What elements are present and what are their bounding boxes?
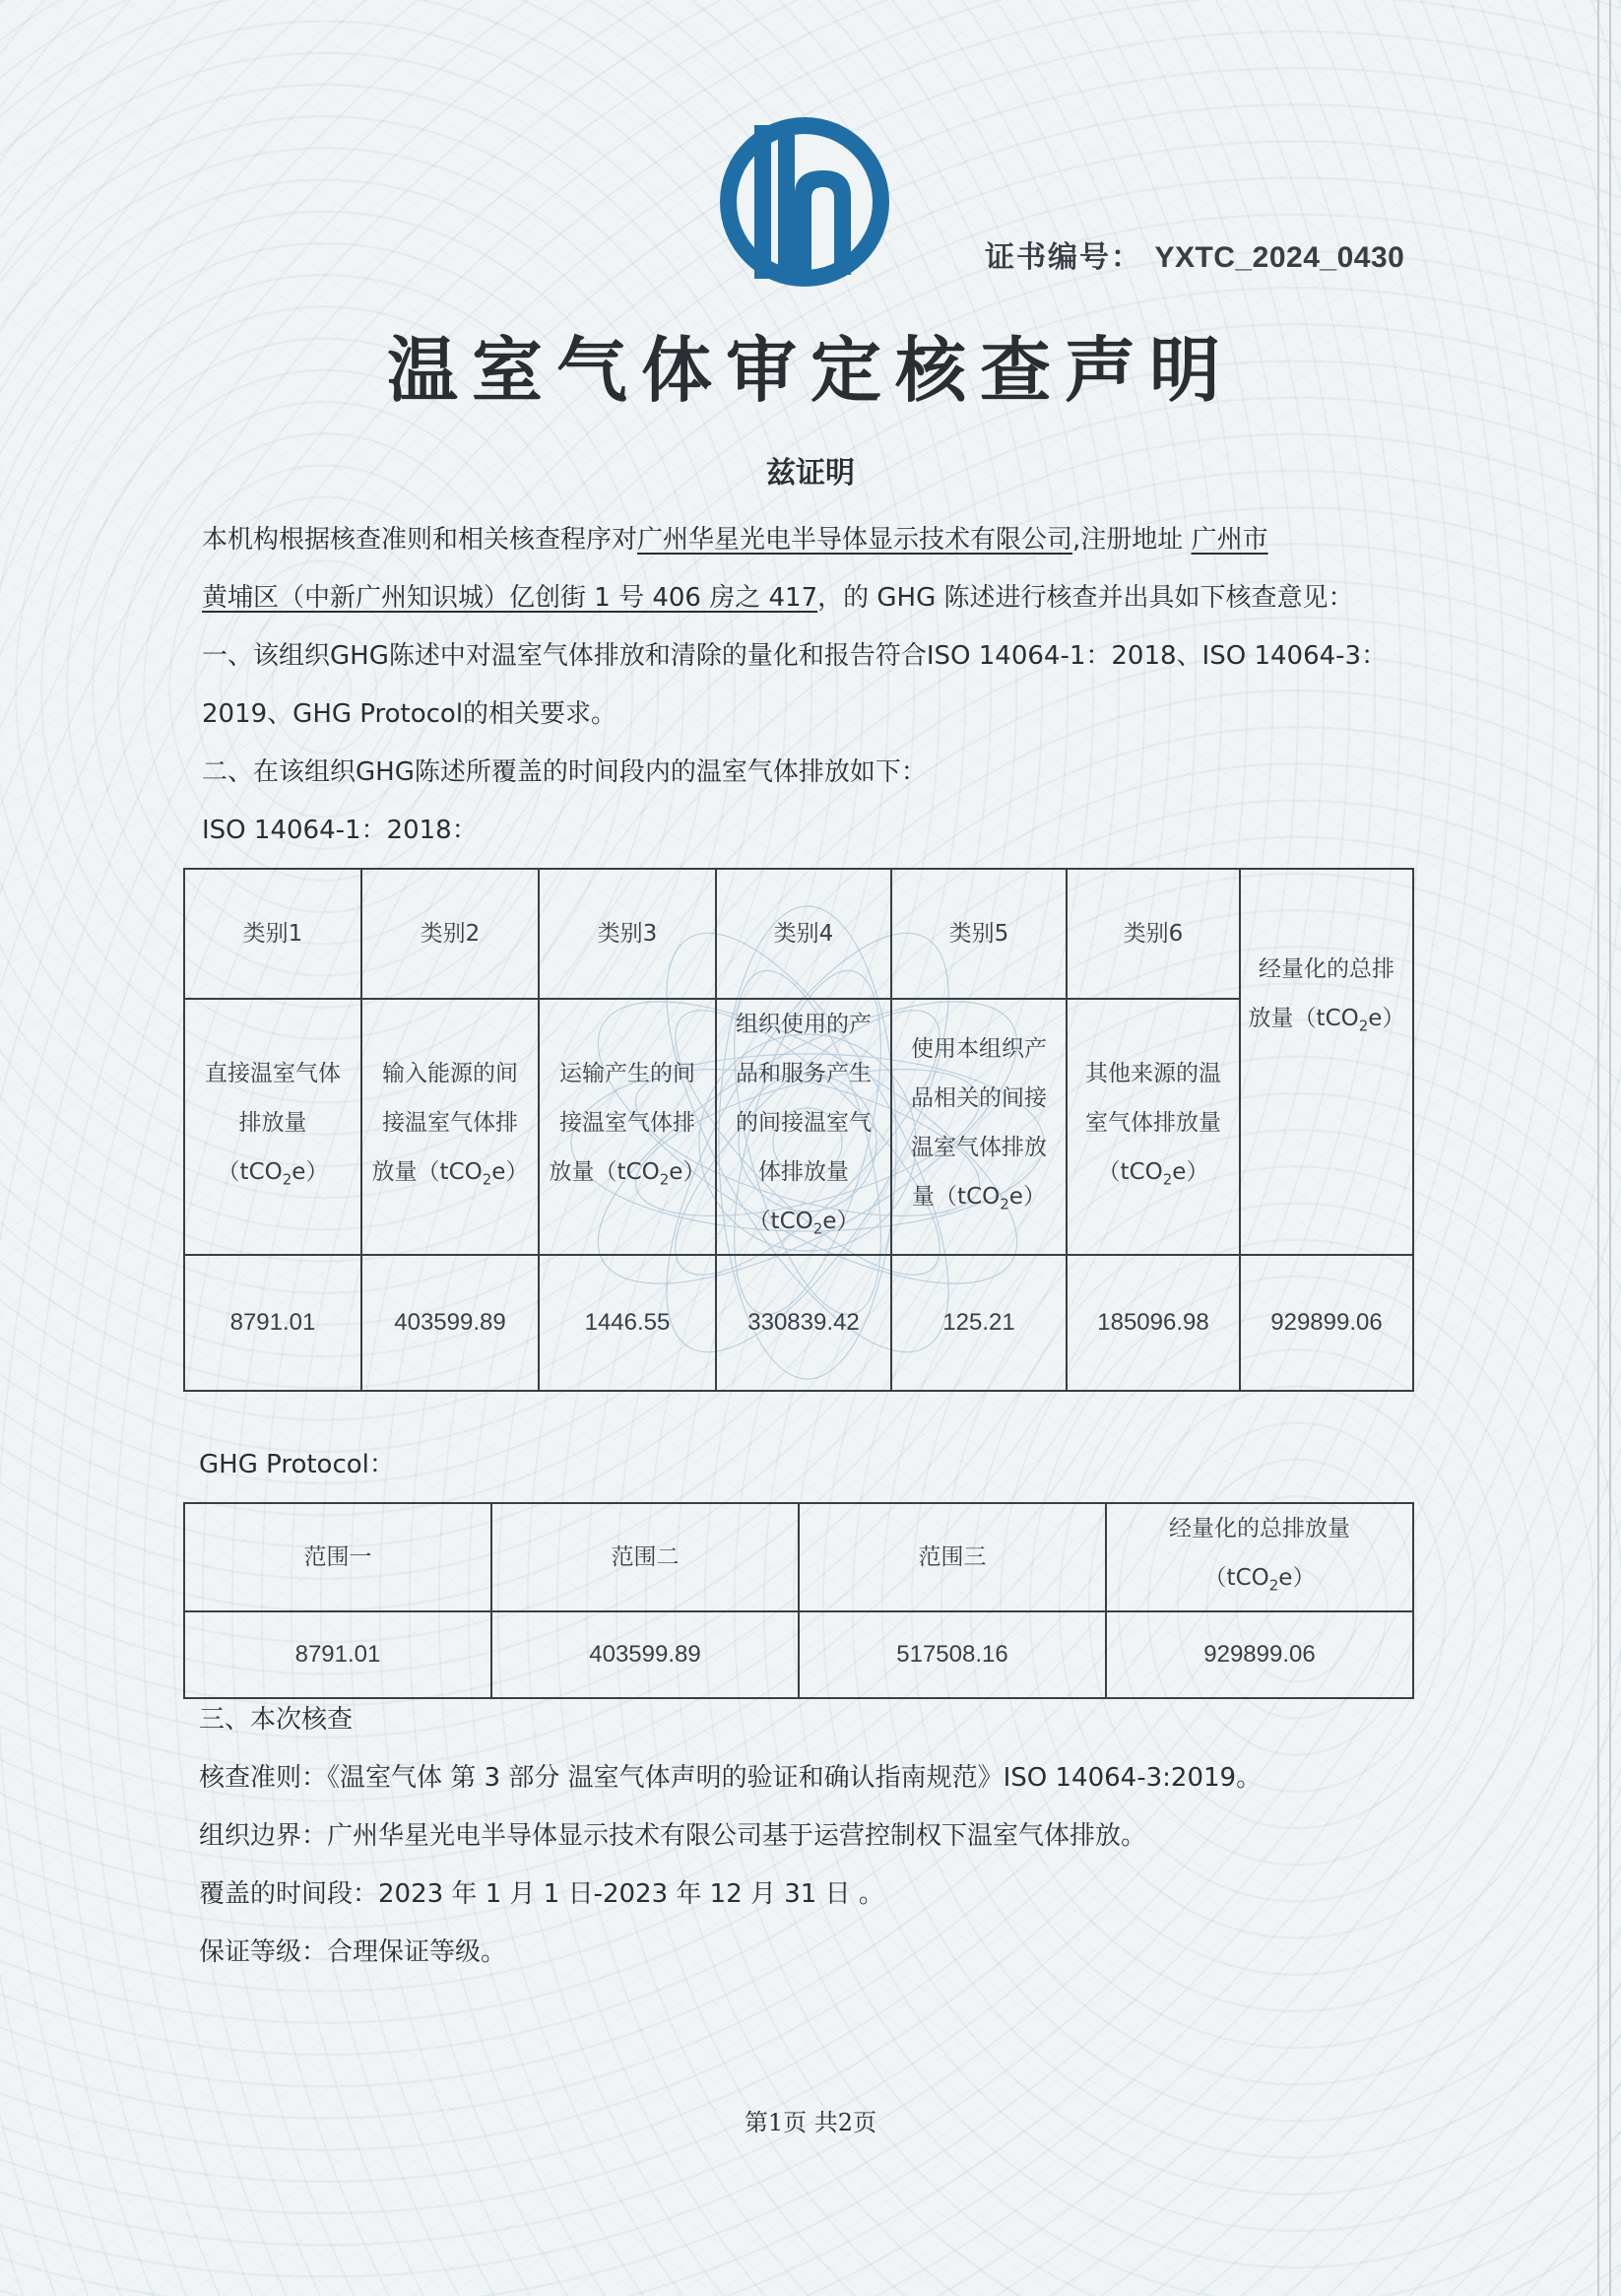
category-6-description: 其他来源的温 室气体排放量 （tCO$_2$e）	[1067, 999, 1240, 1255]
ghg-total-header: 经量化的总排放量 （tCO$_2$e）	[1106, 1503, 1413, 1611]
certificate-number-value: YXTC_2024_0430	[1154, 241, 1405, 274]
opinion-1-line-2: 2019、GHG Protocol的相关要求。	[202, 699, 617, 729]
ghg-protocol-table	[183, 1502, 1414, 1699]
category-6-header: 类别6	[1067, 869, 1240, 999]
intro-line-1	[202, 521, 1413, 558]
intro-line-2	[202, 579, 1413, 617]
address-label: ,注册地址	[1072, 525, 1184, 555]
category-3-value: 1446.55	[539, 1255, 716, 1391]
unit-tco2: tCO	[1316, 1006, 1359, 1031]
category-2-value: 403599.89	[361, 1255, 539, 1391]
category-3-description: 运输产生的间 接温室气体排 放量（tCO$_2$e）	[539, 999, 716, 1255]
organization-boundary: 组织边界：广州华星光电半导体显示技术有限公司基于运营控制权下温室气体排放。	[199, 1821, 1147, 1851]
organization-logo	[713, 113, 896, 291]
address-part-1: 广州市	[1191, 525, 1268, 555]
certificate-number-label: 证书编号：	[985, 240, 1142, 275]
intro-tail: ，的 GHG 陈述进行核查并出具如下核查意见：	[817, 583, 1354, 613]
total-header-line: 放量（tCO$_2$e）	[1248, 1006, 1405, 1035]
scope-2-header: 范围二	[491, 1503, 799, 1611]
scope-1-value: 8791.01	[184, 1611, 491, 1698]
intro-lead: 本机构根据核查准则和相关核查程序对	[202, 525, 638, 555]
page-number: 第1页 共2页	[744, 2109, 877, 2136]
opinion-1-line-1: 一、该组织GHG陈述中对温室气体排放和清除的量化和报告符合ISO 14064-1：2018、ISO 14064-3：	[202, 641, 1388, 671]
category-2-header: 类别2	[361, 869, 539, 999]
certificate-number	[985, 232, 1448, 276]
section-3-heading: 三、本次核查	[199, 1705, 354, 1735]
category-3-header: 类别3	[539, 869, 716, 999]
coverage-period: 覆盖的时间段：2023 年 1 月 1 日-2023 年 12 月 31 日 。	[199, 1879, 884, 1909]
category-1-value: 8791.01	[184, 1255, 361, 1391]
category-5-value: 125.21	[891, 1255, 1067, 1391]
scope-1-header: 范围一	[184, 1503, 491, 1611]
scope-3-value: 517508.16	[799, 1611, 1106, 1698]
opinion-2: 二、在该组织GHG陈述所覆盖的时间段内的温室气体排放如下：	[202, 757, 927, 787]
document-title: 温室气体审定核查声明	[386, 328, 1234, 412]
iso-emissions-table	[183, 868, 1414, 1392]
scope-3-header: 范围三	[799, 1503, 1106, 1611]
category-4-header: 类别4	[716, 869, 891, 999]
total-header-line: 经量化的总排	[1259, 956, 1394, 982]
total-emissions-header	[1240, 869, 1413, 1255]
address-part-2: 黄埔区（中新广州知识城）亿创街 1 号 406 房之 417	[202, 583, 818, 613]
ghg-protocol-label: GHG Protocol：	[199, 1450, 395, 1479]
category-6-value: 185096.98	[1067, 1255, 1240, 1391]
iso-label: ISO 14064-1：2018：	[202, 816, 478, 845]
category-4-value: 330839.42	[716, 1255, 891, 1391]
category-5-description: 使用本组织产 品相关的间接 温室气体排放 量（tCO$_2$e）	[891, 999, 1067, 1255]
category-4-description: 组织使用的产 品和服务产生 的间接温室气 体排放量 （tCO$_2$e）	[716, 999, 891, 1255]
assurance-level: 保证等级：合理保证等级。	[199, 1937, 507, 1967]
category-1-header: 类别1	[184, 869, 361, 999]
document-subtitle: 兹证明	[766, 456, 855, 491]
verification-criteria: 核查准则：《温室气体 第 3 部分 温室气体声明的验证和确认指南规范》ISO 14064-3:2019。	[199, 1763, 1263, 1793]
ghg-total-value: 929899.06	[1106, 1611, 1413, 1698]
organization-name: 广州华星光电半导体显示技术有限公司	[637, 525, 1073, 555]
category-5-header: 类别5	[891, 869, 1067, 999]
scope-2-value: 403599.89	[491, 1611, 799, 1698]
category-1-description: 直接温室气体 排放量 （tCO$_2$e）	[184, 999, 361, 1255]
iso-total-value: 929899.06	[1240, 1255, 1413, 1391]
category-2-description: 输入能源的间 接温室气体排 放量（tCO$_2$e）	[361, 999, 539, 1255]
